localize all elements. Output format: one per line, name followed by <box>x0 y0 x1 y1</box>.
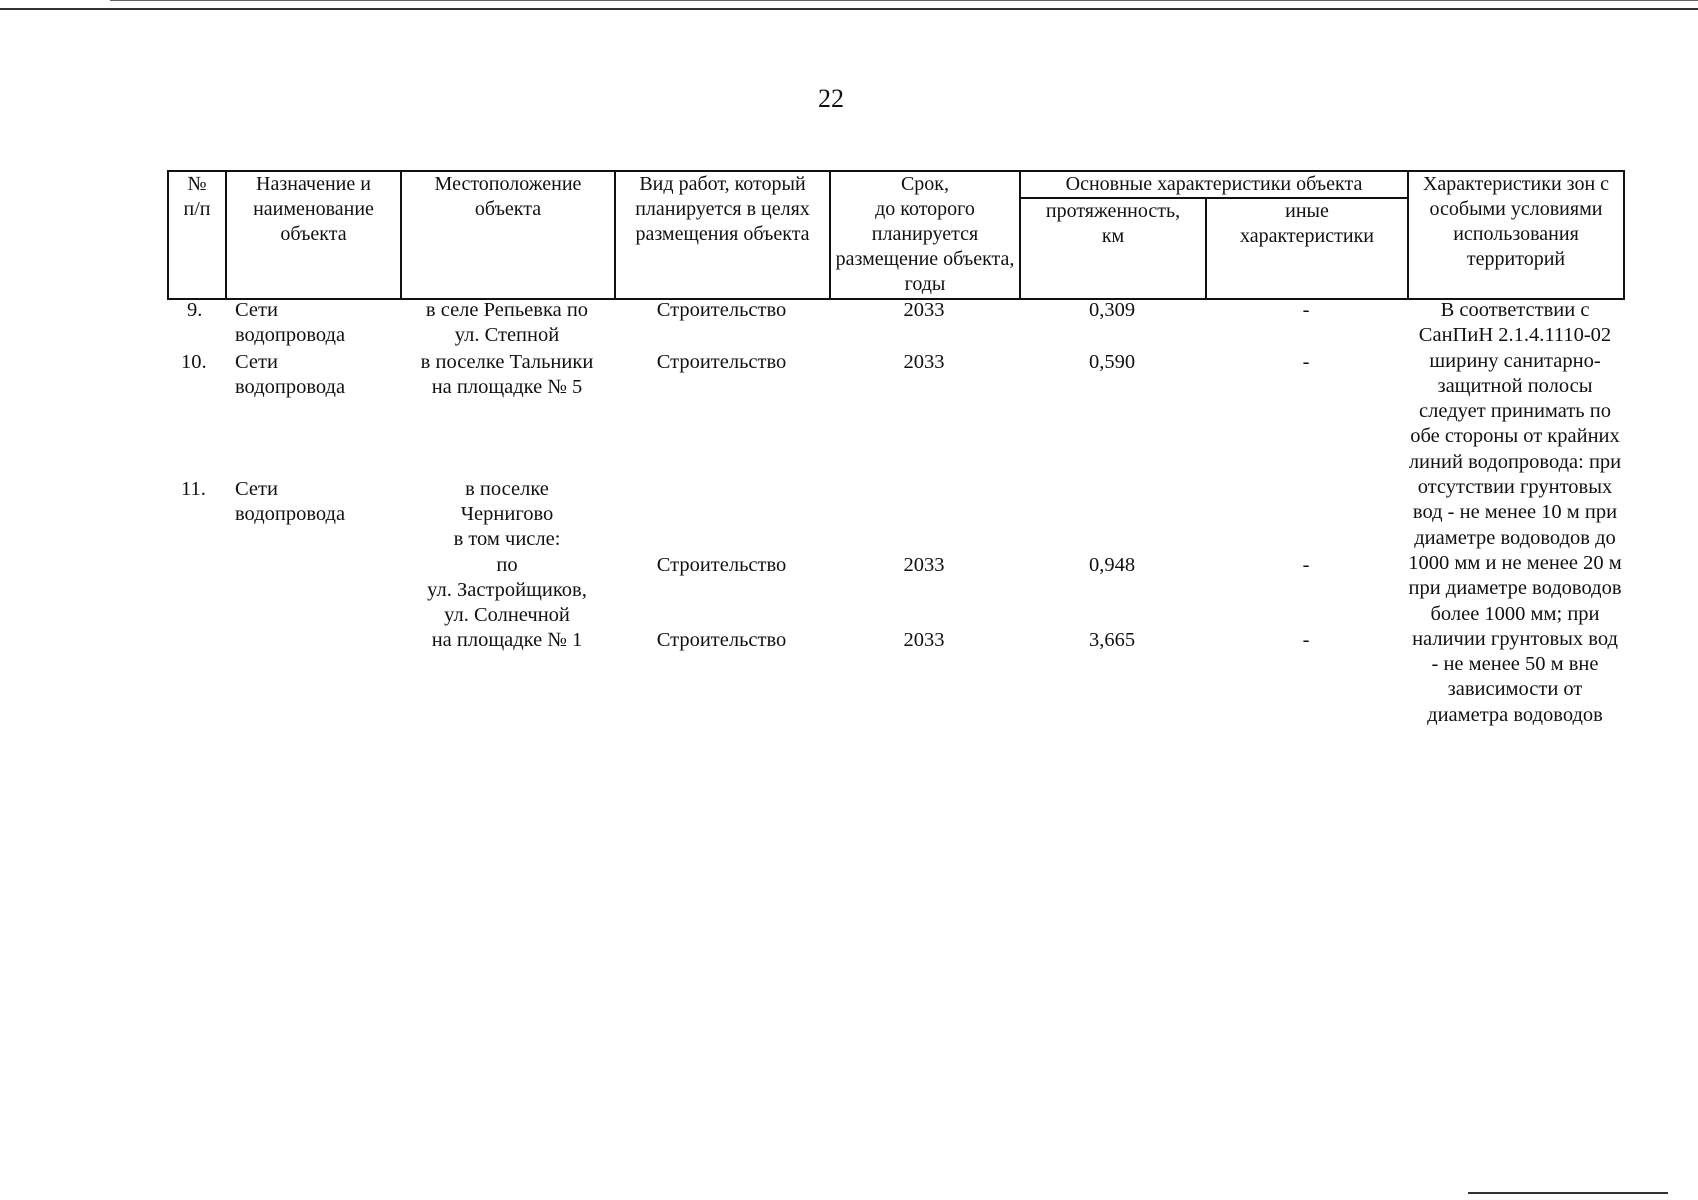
row-name: Сети водопровода <box>235 351 346 398</box>
row-term: 2033 <box>903 351 945 373</box>
row-name: Сети водопровода <box>235 299 346 346</box>
row-location: в поселке Чернигово в том числе: <box>453 478 561 550</box>
row-name: Сети водопровода <box>235 478 346 525</box>
header-term: Срок, до которого планируется размещение объекта, годы <box>830 171 1020 299</box>
top-rule-thin <box>110 0 1698 1</box>
top-rule <box>0 8 1698 10</box>
row-other: - <box>1302 554 1310 576</box>
page-number: 22 <box>818 84 844 113</box>
row-work: Строительство <box>656 629 787 651</box>
row-location: по ул. Застройщиков, ул. Солнечной <box>427 554 587 626</box>
row-other: - <box>1302 299 1310 321</box>
header-zones: Характеристики зон с особыми условиями использования территорий <box>1408 171 1624 299</box>
header-location: Местоположение объекта <box>401 171 615 299</box>
header-work: Вид работ, который планируется в целях размещения объекта <box>615 171 830 299</box>
table-header <box>167 170 1625 300</box>
row-other: - <box>1302 351 1310 373</box>
zone-characteristics-text: В соответствии с СанПиН 2.1.4.1110-02 ширину санитарно-защитной полосы следует принимать по обе стороны от крайних линий водопровода: при отсутствии грунтовых вод - не менее 10 м при диаметре водоводов до 1000 мм и не менее 20 м при диаметре водоводов более 1000 мм; при наличии грунтовых вод - не менее 50 м вне зависимости от диаметра водоводов <box>1408 299 1622 726</box>
row-work: Строительство <box>656 351 787 373</box>
header-name: Назначение и наименование объекта <box>226 171 401 299</box>
row-work: Строительство <box>656 554 787 576</box>
row-term: 2033 <box>903 554 945 576</box>
row-term: 2033 <box>903 299 945 321</box>
row-other: - <box>1302 629 1310 651</box>
row-length: 0,309 <box>1088 299 1136 321</box>
row-length: 0,590 <box>1088 351 1136 373</box>
header-num: № п/п <box>168 171 226 299</box>
table-body <box>167 298 1623 858</box>
row-term: 2033 <box>903 629 945 651</box>
row-work: Строительство <box>656 299 787 321</box>
row-num: 10. <box>181 351 207 373</box>
header-other: иные характеристики <box>1206 198 1408 299</box>
row-location: в поселке Тальники на площадке № 5 <box>420 351 594 398</box>
row-length: 0,948 <box>1088 554 1136 576</box>
row-num: 9. <box>187 299 203 321</box>
row-num: 11. <box>181 478 206 500</box>
row-length: 3,665 <box>1088 629 1136 651</box>
row-location: на площадке № 1 <box>431 629 583 651</box>
row-location: в селе Репьевка по ул. Степной <box>425 299 589 346</box>
header-main-characteristics: Основные характеристики объекта <box>1020 171 1408 198</box>
bottom-rule <box>1468 1192 1668 1194</box>
header-length: протяженность, км <box>1020 198 1206 299</box>
